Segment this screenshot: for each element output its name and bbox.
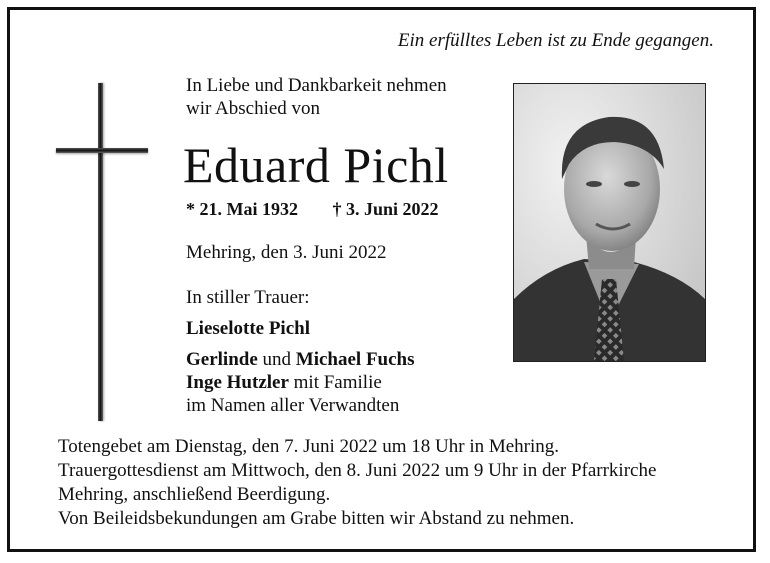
intro-text <box>186 74 447 120</box>
place-date: Mehring, den 3. Juni 2022 <box>186 242 387 263</box>
deceased-name: Eduard Pichl <box>183 137 449 193</box>
notice-line: Totengebet am Dienstag, den 7. Juni 2022 um 18 Uhr in Mehring. <box>58 436 560 457</box>
mourners-block <box>186 286 415 417</box>
cross-horizontal-bar <box>56 148 148 153</box>
mourner-line: Lieselotte Pichl <box>186 318 310 339</box>
mourner-line: Inge Hutzler mit Familie <box>186 372 382 393</box>
birth-date: * 21. Mai 1932 <box>186 199 298 219</box>
motto: Ein erfülltes Leben ist zu Ende gegangen. <box>397 30 714 51</box>
life-dates <box>186 199 439 220</box>
notice-line: Mehring, anschließend Beerdigung. <box>58 484 331 505</box>
service-notice <box>58 435 656 531</box>
notice-line: Trauergottesdienst am Mittwoch, den 8. Juni 2022 um 9 Uhr in der Pfarrkirche <box>58 460 657 481</box>
intro-line: In Liebe und Dankbarkeit nehmen <box>186 75 447 96</box>
notice-line: Von Beileidsbekundungen am Grabe bitten wir Abstand zu nehmen. <box>58 508 575 529</box>
portrait-photo <box>513 83 706 362</box>
mourner-line: im Namen aller Verwandten <box>186 395 400 416</box>
mourner-line: Gerlinde und Michael Fuchs <box>186 349 415 370</box>
mourners-heading: In stiller Trauer: <box>186 287 310 308</box>
intro-line: wir Abschied von <box>186 98 321 119</box>
cross-vertical-bar <box>98 83 103 421</box>
death-date: † 3. Juni 2022 <box>332 199 439 219</box>
